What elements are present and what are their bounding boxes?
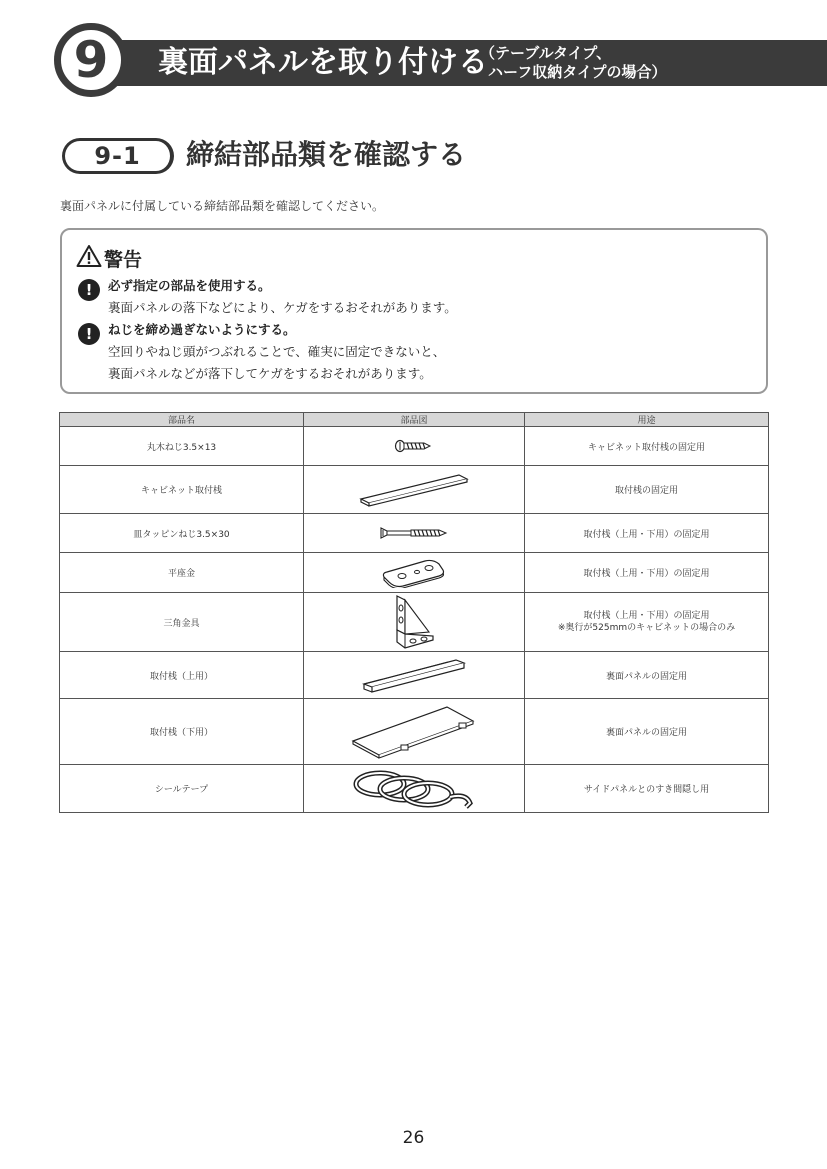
- parts-table: [59, 412, 769, 813]
- warning-item-2-bullet: [78, 323, 100, 345]
- part-name: 取付桟（下用）: [60, 699, 304, 765]
- table-row: [60, 427, 769, 466]
- part-name: 取付桟（上用）: [60, 652, 304, 699]
- chapter-subtitle: [480, 44, 667, 82]
- table-row: [60, 553, 769, 593]
- warning-item-2-line-2: 裏面パネルなどが落下してケガをするおそれがあります。: [108, 366, 432, 381]
- part-use: キャビネット取付桟の固定用: [525, 427, 769, 466]
- part-use: 取付桟（上用・下用）の固定用: [525, 514, 769, 553]
- exclamation-icon: !: [78, 279, 100, 301]
- lower-rail-icon: [351, 703, 477, 761]
- seal-tape-icon: [352, 767, 476, 811]
- part-name: 平座金: [60, 553, 304, 593]
- warning-item-1-line-1: 裏面パネルの落下などにより、ケガをするおそれがあります。: [108, 300, 457, 315]
- warning-item-1-bullet: [78, 279, 100, 301]
- section-number: 9-1: [94, 142, 141, 170]
- warning-heading-text: 警告: [104, 248, 143, 271]
- warning-item-1-title: 必ず指定の部品を使用する。: [108, 278, 271, 293]
- part-name: 三角金具: [60, 593, 304, 652]
- exclamation-icon: !: [78, 323, 100, 345]
- part-use: 取付桟（上用・下用）の固定用: [525, 553, 769, 593]
- warning-item-2-line-1: 空回りやねじ頭がつぶれることで、確実に固定できないと、: [108, 344, 446, 359]
- table-row: [60, 466, 769, 514]
- part-use-note: ※奥行が525mmのキャビネットの場合のみ: [557, 623, 736, 633]
- table-row: [60, 514, 769, 553]
- part-use: サイドパネルとのすき間隠し用: [525, 765, 769, 813]
- header-part-name: 部品名: [60, 413, 304, 427]
- tapping-screw-icon: [379, 526, 449, 540]
- table-row: [60, 699, 769, 765]
- part-use: 裏面パネルの固定用: [525, 699, 769, 765]
- part-use: 裏面パネルの固定用: [525, 652, 769, 699]
- warning-item-2-title: ねじを締め過ぎないようにする。: [108, 322, 296, 337]
- intro-text: 裏面パネルに付属している締結部品類を確認してください。: [60, 199, 385, 213]
- flat-washer-plate-icon: [381, 558, 447, 588]
- warning-heading: [76, 244, 142, 272]
- page-number: 26: [402, 1128, 425, 1148]
- wood-screw-icon: [394, 439, 434, 453]
- table-row: [60, 652, 769, 699]
- part-name: 丸木ねじ3.5×13: [60, 427, 304, 466]
- table-row: [60, 765, 769, 813]
- part-use: 取付桟（上用・下用）の固定用: [583, 611, 710, 621]
- section-title: 締結部品類を確認する: [186, 138, 467, 171]
- warning-item-1: [108, 275, 457, 319]
- triangle-bracket-icon: [389, 594, 439, 650]
- header-part-use: 用途: [525, 413, 769, 427]
- part-use: 取付桟の固定用: [525, 466, 769, 514]
- chapter-title: 裏面パネルを取り付ける: [158, 45, 488, 80]
- warning-triangle-icon: [76, 244, 102, 272]
- header-part-image: 部品図: [304, 413, 525, 427]
- cabinet-rail-icon: [359, 471, 469, 509]
- upper-rail-icon: [360, 654, 468, 696]
- warning-item-2: [108, 319, 445, 385]
- table-header-row: [60, 413, 769, 427]
- part-name: シールテープ: [60, 765, 304, 813]
- section-number-badge: [62, 138, 174, 174]
- part-name: 皿タッピンねじ3.5×30: [60, 514, 304, 553]
- part-name: キャビネット取付桟: [60, 466, 304, 514]
- table-row: [60, 593, 769, 652]
- chapter-number: 9: [73, 31, 109, 89]
- chapter-subtitle-line2: ハーフ収納タイプの場合）: [488, 63, 667, 81]
- chapter-subtitle-line1: （テーブルタイプ、: [480, 44, 612, 62]
- chapter-number-badge: [54, 23, 128, 97]
- warning-box: [60, 228, 768, 394]
